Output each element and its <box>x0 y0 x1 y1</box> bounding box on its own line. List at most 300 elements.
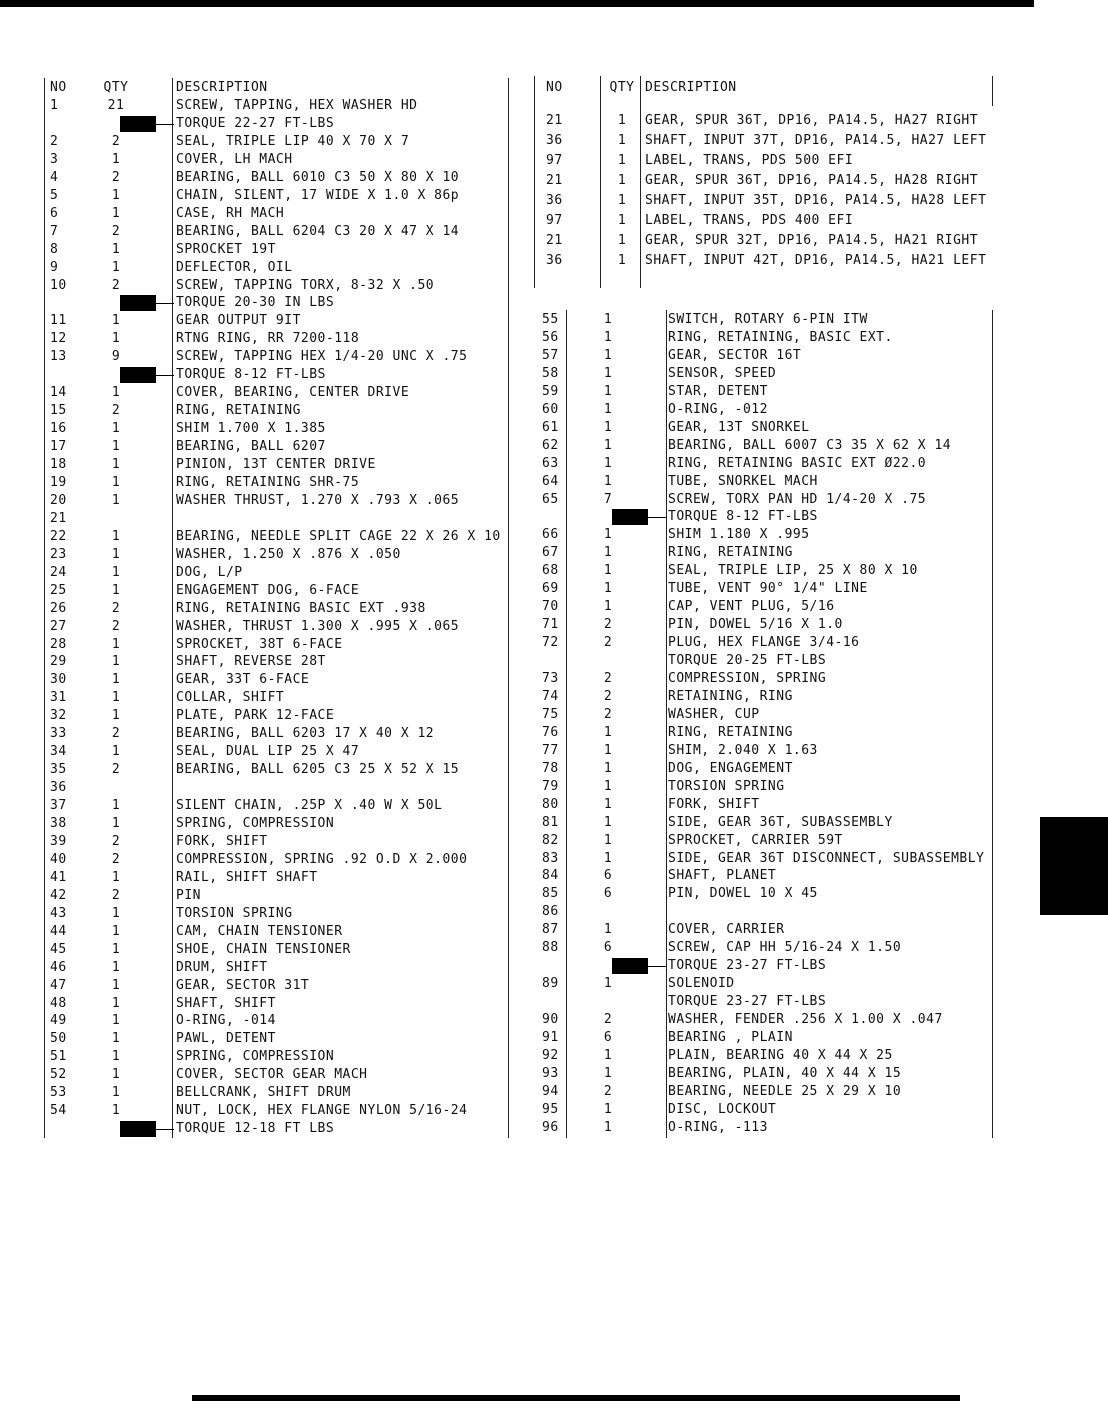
item-quantity: 1 <box>111 1013 121 1029</box>
item-quantity: 1 <box>111 313 121 329</box>
item-number: 21 <box>546 113 563 128</box>
item-quantity: 1 <box>111 241 121 257</box>
item-quantity: 21 <box>107 98 125 113</box>
item-description: PLAIN, BEARING 40 X 44 X 25 <box>668 1047 893 1063</box>
item-quantity: 1 <box>603 563 613 579</box>
item-description: GEAR, SPUR 36T, DP16, PA14.5, HA27 RIGHT <box>645 113 979 128</box>
item-number: 31 <box>50 690 67 706</box>
item-description: BEARING, BALL 6203 17 X 40 X 12 <box>176 726 435 742</box>
item-number: 22 <box>50 528 67 544</box>
item-description: SHOE, CHAIN TENSIONER <box>176 941 351 957</box>
item-description: SHAFT, INPUT 35T, DP16, PA14.5, HA28 LEFT <box>645 193 987 208</box>
right-top-qty-divider <box>600 76 601 288</box>
item-number: 54 <box>50 1103 67 1119</box>
item-number: 41 <box>50 869 67 885</box>
item-quantity: 1 <box>111 385 121 401</box>
item-description: SPRING, COMPRESSION <box>176 1049 335 1065</box>
item-quantity: 1 <box>111 564 121 580</box>
item-description: RING, RETAINING <box>668 724 793 740</box>
item-number: 84 <box>542 868 559 884</box>
item-quantity: 1 <box>111 816 121 831</box>
no-header: NO <box>546 80 563 95</box>
left-parts-table <box>40 78 510 1140</box>
item-quantity: 1 <box>603 437 613 453</box>
item-quantity: 1 <box>111 151 121 167</box>
item-number: 36 <box>50 780 67 796</box>
item-quantity: 1 <box>617 193 627 208</box>
item-description: LABEL, TRANS, PDS 500 EFI <box>645 153 854 168</box>
item-quantity: 1 <box>617 113 627 128</box>
item-description: GEAR, SPUR 36T, DP16, PA14.5, HA28 RIGHT <box>645 173 979 188</box>
item-number: 67 <box>542 545 559 561</box>
item-description: PIN, DOWEL 10 X 45 <box>668 886 818 902</box>
item-number: 70 <box>542 599 559 615</box>
item-quantity: 1 <box>603 742 613 758</box>
torque-callout-box <box>120 1121 156 1137</box>
item-description: WASHER, 1.250 X .876 X .050 <box>176 546 401 562</box>
item-description: BEARING, NEEDLE 25 X 29 X 10 <box>668 1083 902 1099</box>
item-description: TORQUE 23-27 FT-LBS <box>668 958 827 974</box>
item-description: DISC, LOCKOUT <box>668 1101 777 1117</box>
item-description: RING, RETAINING <box>176 403 301 419</box>
item-number: 83 <box>542 850 559 866</box>
item-description: TORSION SPRING <box>668 778 785 794</box>
item-description: COVER, SECTOR GEAR MACH <box>176 1067 368 1083</box>
item-number: 11 <box>50 313 67 329</box>
torque-leader-line <box>156 124 174 125</box>
item-description: WASHER, FENDER .256 X 1.00 X .047 <box>668 1012 943 1028</box>
item-description: SPRING, COMPRESSION <box>176 816 335 831</box>
item-quantity: 1 <box>603 976 613 992</box>
item-description: SHIM 1.700 X 1.385 <box>176 421 326 437</box>
item-quantity: 2 <box>111 169 121 185</box>
item-quantity: 2 <box>111 403 121 419</box>
item-quantity: 1 <box>111 331 121 347</box>
item-description: SCREW, CAP HH 5/16-24 X 1.50 <box>668 940 902 956</box>
item-quantity: 1 <box>617 173 627 188</box>
item-quantity: 1 <box>111 869 121 885</box>
item-number: 17 <box>50 439 67 455</box>
item-description: BEARING, BALL 6007 C3 35 X 62 X 14 <box>668 437 952 453</box>
item-number: 92 <box>542 1047 559 1063</box>
item-number: 14 <box>50 385 67 401</box>
bottom-rule <box>192 1395 960 1401</box>
item-quantity: 1 <box>111 474 121 490</box>
item-quantity: 1 <box>111 457 121 472</box>
item-quantity: 1 <box>111 187 121 203</box>
item-number: 3 <box>50 151 59 167</box>
item-description: BEARING, BALL 6205 C3 25 X 52 X 15 <box>176 762 460 778</box>
torque-callout-box <box>120 367 156 383</box>
item-description: RING, RETAINING SHR-75 <box>176 474 360 490</box>
item-quantity: 1 <box>603 1119 613 1135</box>
item-description: TUBE, SNORKEL MACH <box>668 473 818 489</box>
item-description: SEAL, TRIPLE LIP, 25 X 80 X 10 <box>668 563 918 579</box>
item-quantity: 1 <box>111 582 121 598</box>
item-description: SCREW, TAPPING TORX, 8-32 X .50 <box>176 277 435 293</box>
item-number: 65 <box>542 491 559 507</box>
item-number: 30 <box>50 672 67 688</box>
item-quantity: 2 <box>603 1012 613 1028</box>
item-number: 36 <box>546 193 563 208</box>
item-number: 8 <box>50 241 59 257</box>
torque-leader-line <box>156 375 174 376</box>
item-quantity: 2 <box>111 762 121 778</box>
item-description: BEARING , PLAIN <box>668 1030 793 1045</box>
item-description: WASHER, CUP <box>668 706 760 722</box>
item-number: 34 <box>50 744 67 760</box>
item-number: 82 <box>542 832 559 848</box>
item-number: 50 <box>50 1031 67 1047</box>
item-description: COVER, LH MACH <box>176 151 293 167</box>
item-description: SHAFT, INPUT 37T, DP16, PA14.5, HA27 LEFT <box>645 133 987 148</box>
item-description: BEARING, BALL 6207 <box>176 439 326 455</box>
item-description: COMPRESSION, SPRING <box>668 671 827 686</box>
qty-header: QTY <box>609 80 635 95</box>
item-number: 38 <box>50 816 67 831</box>
item-quantity: 1 <box>603 401 613 417</box>
item-description: SHAFT, SHIFT <box>176 995 276 1011</box>
item-quantity: 2 <box>111 851 121 867</box>
item-number: 7 <box>50 223 59 239</box>
item-description: SOLENOID <box>668 976 735 992</box>
item-number: 80 <box>542 796 559 812</box>
item-number: 29 <box>50 654 67 670</box>
item-number: 33 <box>50 726 67 742</box>
item-quantity: 2 <box>111 887 121 903</box>
item-quantity: 1 <box>617 213 627 228</box>
item-number: 43 <box>50 905 67 921</box>
item-quantity: 1 <box>111 546 121 562</box>
item-quantity: 1 <box>603 545 613 561</box>
item-description: GEAR, 33T 6-FACE <box>176 672 310 688</box>
item-description: O-RING, -012 <box>668 401 768 417</box>
item-number: 95 <box>542 1101 559 1117</box>
right-bottom-border <box>566 310 567 1138</box>
right-top-right-border <box>992 76 993 106</box>
item-quantity: 1 <box>111 744 121 760</box>
item-quantity: 2 <box>111 277 121 293</box>
item-description: COVER, CARRIER <box>668 922 785 938</box>
item-number: 46 <box>50 959 67 975</box>
item-number: 55 <box>542 312 559 327</box>
item-quantity: 2 <box>603 671 613 686</box>
item-description: COLLAR, SHIFT <box>176 690 285 706</box>
item-number: 86 <box>542 904 559 920</box>
item-description: SPROCKET, CARRIER 59T <box>668 832 843 848</box>
item-quantity: 2 <box>603 706 613 722</box>
item-quantity: 1 <box>111 923 121 939</box>
item-description: SCREW, TAPPING, HEX WASHER HD <box>176 98 418 113</box>
item-quantity: 1 <box>603 850 613 866</box>
item-number: 28 <box>50 636 67 652</box>
item-quantity: 1 <box>603 383 613 399</box>
item-number: 53 <box>50 1085 67 1101</box>
description-header: DESCRIPTION <box>645 80 737 95</box>
right-bottom-right-border <box>992 310 993 1138</box>
item-number: 59 <box>542 383 559 399</box>
item-number: 45 <box>50 941 67 957</box>
item-quantity: 1 <box>111 636 121 652</box>
item-number: 2 <box>50 133 59 149</box>
item-quantity: 1 <box>111 941 121 957</box>
item-quantity: 9 <box>111 349 121 365</box>
item-quantity: 2 <box>603 635 613 651</box>
item-quantity: 2 <box>111 223 121 239</box>
item-quantity: 1 <box>603 329 613 345</box>
item-number: 57 <box>542 347 559 363</box>
item-number: 68 <box>542 563 559 579</box>
item-quantity: 1 <box>111 259 121 275</box>
item-quantity: 1 <box>111 977 121 993</box>
item-quantity: 1 <box>603 347 613 363</box>
item-description: TORQUE 20-25 FT-LBS <box>668 653 827 669</box>
item-number: 37 <box>50 798 67 814</box>
item-number: 32 <box>50 708 67 724</box>
item-description: CAP, VENT PLUG, 5/16 <box>668 599 835 615</box>
item-description: SHIM, 2.040 X 1.63 <box>668 742 818 758</box>
item-description: DRUM, SHIFT <box>176 959 268 975</box>
item-quantity: 1 <box>111 205 121 221</box>
item-description: TORQUE 8-12 FT-LBS <box>176 367 326 383</box>
item-description: O-RING, -113 <box>668 1119 768 1135</box>
item-number: 89 <box>542 976 559 992</box>
item-description: GEAR, SECTOR 31T <box>176 977 310 993</box>
item-number: 44 <box>50 923 67 939</box>
item-description: RING, RETAINING <box>668 545 793 561</box>
item-description: CASE, RH MACH <box>176 205 285 221</box>
item-number: 71 <box>542 617 559 633</box>
item-number: 75 <box>542 706 559 722</box>
item-description: SCREW, TAPPING HEX 1/4-20 UNC X .75 <box>176 349 468 365</box>
no-header: NO <box>50 80 67 95</box>
item-number: 97 <box>546 153 563 168</box>
item-description: SWITCH, ROTARY 6-PIN ITW <box>668 312 868 327</box>
torque-callout-box <box>612 958 648 974</box>
item-description: TORQUE 20-30 IN LBS <box>176 295 335 311</box>
item-number: 66 <box>542 527 559 543</box>
item-number: 40 <box>50 851 67 867</box>
item-description: SILENT CHAIN, .25P X .40 W X 50L <box>176 798 443 814</box>
item-number: 20 <box>50 492 67 508</box>
item-quantity: 2 <box>111 133 121 149</box>
item-number: 74 <box>542 688 559 704</box>
right-top-parts-table <box>530 76 996 290</box>
item-description: SHAFT, PLANET <box>668 868 777 884</box>
item-description: SHAFT, REVERSE 28T <box>176 654 326 670</box>
item-description: RAIL, SHIFT SHAFT <box>176 869 318 885</box>
item-quantity: 2 <box>111 726 121 742</box>
right-bottom-parts-table <box>530 310 996 1140</box>
item-quantity: 6 <box>603 868 613 884</box>
item-quantity: 2 <box>111 833 121 849</box>
item-number: 10 <box>50 277 67 293</box>
item-number: 63 <box>542 455 559 471</box>
item-quantity: 1 <box>111 798 121 814</box>
item-number: 39 <box>50 833 67 849</box>
item-description: LABEL, TRANS, PDS 400 EFI <box>645 213 854 228</box>
item-quantity: 1 <box>111 1085 121 1101</box>
item-number: 5 <box>50 187 59 203</box>
item-quantity: 1 <box>603 419 613 435</box>
item-quantity: 1 <box>111 672 121 688</box>
item-description: SENSOR, SPEED <box>668 365 777 381</box>
item-number: 13 <box>50 349 67 365</box>
item-description: SCREW, TORX PAN HD 1/4-20 X .75 <box>668 491 927 507</box>
item-quantity: 1 <box>603 312 613 327</box>
item-number: 27 <box>50 618 67 634</box>
item-description: PLUG, HEX FLANGE 3/4-16 <box>668 635 860 651</box>
qty-header: QTY <box>103 80 129 95</box>
item-quantity: 1 <box>111 708 121 724</box>
item-description: SEAL, DUAL LIP 25 X 47 <box>176 744 360 760</box>
item-description: TORQUE 23-27 FT-LBS <box>668 994 827 1010</box>
item-quantity: 1 <box>111 492 121 508</box>
item-number: 6 <box>50 205 59 221</box>
item-description: BELLCRANK, SHIFT DRUM <box>176 1085 351 1101</box>
item-quantity: 1 <box>603 527 613 543</box>
item-quantity: 1 <box>111 654 121 670</box>
item-description: O-RING, -014 <box>176 1013 276 1029</box>
item-description: CHAIN, SILENT, 17 WIDE X 1.0 X 86p <box>176 187 460 203</box>
item-description: RING, RETAINING BASIC EXT Ø22.0 <box>668 455 927 471</box>
item-number: 81 <box>542 814 559 830</box>
item-number: 96 <box>542 1119 559 1135</box>
section-tab <box>1040 817 1108 915</box>
item-quantity: 1 <box>603 1065 613 1081</box>
item-description: TORSION SPRING <box>176 905 293 921</box>
item-number: 90 <box>542 1012 559 1028</box>
item-quantity: 2 <box>603 617 613 633</box>
item-quantity: 6 <box>603 886 613 902</box>
item-quantity: 1 <box>603 832 613 848</box>
item-number: 77 <box>542 742 559 758</box>
item-description: DEFLECTOR, OIL <box>176 259 293 275</box>
item-description: BEARING, BALL 6204 C3 20 X 47 X 14 <box>176 223 460 239</box>
item-description: BEARING, NEEDLE SPLIT CAGE 22 X 26 X 10 <box>176 528 501 544</box>
item-quantity: 1 <box>603 455 613 471</box>
item-quantity: 1 <box>603 760 613 776</box>
right-top-border <box>534 76 535 288</box>
item-number: 24 <box>50 564 67 580</box>
torque-leader-line <box>648 966 666 967</box>
item-quantity: 1 <box>603 365 613 381</box>
item-quantity: 1 <box>617 233 627 248</box>
item-description: TUBE, VENT 90° 1/4" LINE <box>668 581 868 597</box>
item-number: 36 <box>546 133 563 148</box>
item-quantity: 1 <box>111 905 121 921</box>
item-description: ENGAGEMENT DOG, 6-FACE <box>176 582 360 598</box>
item-quantity: 1 <box>111 1103 121 1119</box>
item-description: WASHER THRUST, 1.270 X .793 X .065 <box>176 492 460 508</box>
item-number: 12 <box>50 331 67 347</box>
item-quantity: 1 <box>617 253 627 268</box>
item-number: 56 <box>542 329 559 345</box>
item-number: 64 <box>542 473 559 489</box>
item-quantity: 1 <box>603 1101 613 1117</box>
item-number: 72 <box>542 635 559 651</box>
item-number: 21 <box>546 173 563 188</box>
item-number: 58 <box>542 365 559 381</box>
item-quantity: 1 <box>603 814 613 830</box>
item-number: 79 <box>542 778 559 794</box>
item-description: SIDE, GEAR 36T DISCONNECT, SUBASSEMBLY <box>668 850 985 866</box>
item-description: BEARING, BALL 6010 C3 50 X 80 X 10 <box>176 169 460 185</box>
item-description: SIDE, GEAR 36T, SUBASSEMBLY <box>668 814 893 830</box>
item-description: TORQUE 12-18 FT LBS <box>176 1121 335 1137</box>
item-number: 73 <box>542 671 559 686</box>
item-description: SHAFT, INPUT 42T, DP16, PA14.5, HA21 LEFT <box>645 253 987 268</box>
item-number: 21 <box>546 233 563 248</box>
item-quantity: 1 <box>111 995 121 1011</box>
torque-leader-line <box>648 517 666 518</box>
item-quantity: 2 <box>603 1083 613 1099</box>
item-number: 51 <box>50 1049 67 1065</box>
item-number: 21 <box>50 510 67 526</box>
item-description: TORQUE 22-27 FT-LBS <box>176 115 335 131</box>
item-description: DOG, ENGAGEMENT <box>668 760 793 776</box>
item-description: PIN <box>176 887 201 903</box>
item-quantity: 1 <box>603 724 613 740</box>
item-number: 94 <box>542 1083 559 1099</box>
torque-leader-line <box>156 303 174 304</box>
item-description: RETAINING, RING <box>668 688 793 704</box>
item-quantity: 1 <box>111 421 121 437</box>
item-description: SPROCKET, 38T 6-FACE <box>176 636 343 652</box>
left-qty-divider <box>172 78 173 1138</box>
item-number: 76 <box>542 724 559 740</box>
item-quantity: 1 <box>617 133 627 148</box>
item-number: 60 <box>542 401 559 417</box>
item-number: 49 <box>50 1013 67 1029</box>
item-description: COVER, BEARING, CENTER DRIVE <box>176 385 410 401</box>
item-number: 97 <box>546 213 563 228</box>
item-description: SPROCKET 19T <box>176 241 276 257</box>
item-description: RING, RETAINING, BASIC EXT. <box>668 329 893 345</box>
item-description: GEAR, SECTOR 16T <box>668 347 802 363</box>
item-quantity: 1 <box>603 581 613 597</box>
item-description: TORQUE 8-12 FT-LBS <box>668 509 818 525</box>
item-number: 69 <box>542 581 559 597</box>
item-number: 52 <box>50 1067 67 1083</box>
item-description: PAWL, DETENT <box>176 1031 276 1047</box>
item-quantity: 2 <box>111 600 121 616</box>
item-number: 93 <box>542 1065 559 1081</box>
item-quantity: 1 <box>111 959 121 975</box>
item-quantity: 1 <box>603 1047 613 1063</box>
item-description: SEAL, TRIPLE LIP 40 X 70 X 7 <box>176 133 410 149</box>
item-description: NUT, LOCK, HEX FLANGE NYLON 5/16-24 <box>176 1103 468 1119</box>
item-number: 88 <box>542 940 559 956</box>
item-description: FORK, SHIFT <box>176 833 268 849</box>
torque-callout-box <box>120 116 156 132</box>
torque-callout-box <box>612 509 648 525</box>
item-number: 61 <box>542 419 559 435</box>
item-description: WASHER, THRUST 1.300 X .995 X .065 <box>176 618 460 634</box>
item-description: GEAR, 13T SNORKEL <box>668 419 810 435</box>
item-description: RTNG RING, RR 7200-118 <box>176 331 360 347</box>
item-quantity: 6 <box>603 940 613 956</box>
item-description: PIN, DOWEL 5/16 X 1.0 <box>668 617 843 633</box>
item-number: 36 <box>546 253 563 268</box>
item-number: 91 <box>542 1030 559 1045</box>
item-description: RING, RETAINING BASIC EXT .938 <box>176 600 426 616</box>
item-number: 85 <box>542 886 559 902</box>
item-number: 25 <box>50 582 67 598</box>
item-number: 42 <box>50 887 67 903</box>
description-header: DESCRIPTION <box>176 80 268 95</box>
item-number: 9 <box>50 259 59 275</box>
